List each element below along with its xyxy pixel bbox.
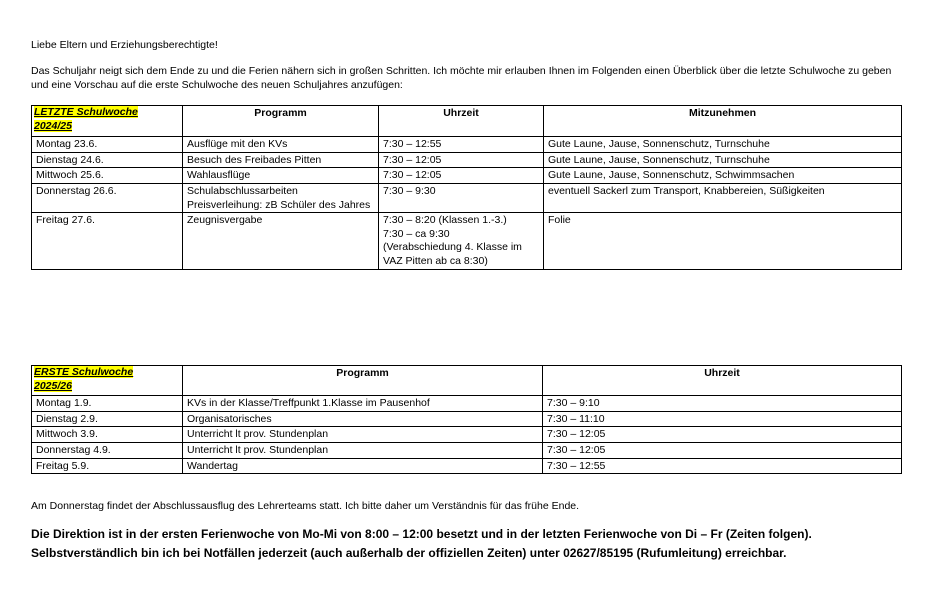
day-cell: Dienstag 2.9. [32,411,183,427]
program-cell: Besuch des Freibades Pitten [183,152,379,168]
week-label-year: 2025/26 [34,379,72,392]
table-row [32,458,902,474]
time-cell: 7:30 – 12:55 [543,458,902,474]
bring-cell: Gute Laune, Jause, Sonnenschutz, Turnschuhe [544,152,902,168]
bring-cell: eventuell Sackerl zum Transport, Knabbereien, Süßigkeiten [544,183,902,212]
table-row [32,213,902,270]
program-cell: Wandertag [183,458,543,474]
time-cell: 7:30 – 12:05 [379,168,544,184]
program-cell: KVs in der Klasse/Treffpunkt 1.Klasse im Pausenhof [183,396,543,412]
footnote: Am Donnerstag findet der Abschlussausflug des Lehrerteams statt. Ich bitte daher um Verständnis für das frühe Ende. [31,500,580,512]
header-uhrzeit: Uhrzeit [379,106,544,137]
week-label-year: 2024/25 [34,119,72,132]
first-week-table [31,365,902,474]
day-cell: Mittwoch 3.9. [32,427,183,443]
time-cell: 7:30 – 12:55 [379,137,544,153]
week-label-title: LETZTE Schulwoche [34,106,138,118]
week-label-cell [32,106,183,137]
week-label-title: ERSTE Schulwoche [34,366,134,378]
table-header-row [32,106,902,137]
time-cell: 7:30 – 9:10 [543,396,902,412]
time-cell [379,213,544,270]
bring-cell: Folie [544,213,902,270]
program-cell: Zeugnisvergabe [183,213,379,270]
time-cell: 7:30 – 12:05 [543,442,902,458]
direktion-line: Selbstverständlich bin ich bei Notfällen jederzeit (auch außerhalb der offiziellen Zeiten) unter 02627/85195 (Rufumleitung) erreichbar. [31,546,787,561]
week-label-cell [32,366,183,396]
table-row [32,396,902,412]
table-header-row [32,366,902,396]
table-row [32,137,902,153]
program-cell: Wahlausflüge [183,168,379,184]
table-row [32,183,902,212]
day-cell: Freitag 27.6. [32,213,183,270]
bring-cell: Gute Laune, Jause, Sonnenschutz, Turnschuhe [544,137,902,153]
program-line: Preisverleihung: zB Schüler des Jahres [187,198,371,211]
program-cell [183,183,379,212]
day-cell: Dienstag 24.6. [32,152,183,168]
day-cell: Mittwoch 25.6. [32,168,183,184]
bring-cell: Gute Laune, Jause, Sonnenschutz, Schwimmsachen [544,168,902,184]
program-cell: Unterricht lt prov. Stundenplan [183,442,543,458]
header-mitzunehmen: Mitzunehmen [544,106,902,137]
day-cell: Donnerstag 26.6. [32,183,183,212]
header-programm: Programm [183,106,379,137]
header-programm: Programm [183,366,543,396]
day-cell: Montag 23.6. [32,137,183,153]
program-cell: Unterricht lt prov. Stundenplan [183,427,543,443]
time-line: (Verabschiedung 4. Klasse im VAZ Pitten ab ca 8:30) [383,241,522,268]
time-cell: 7:30 – 11:10 [543,411,902,427]
table-row [32,152,902,168]
intro-paragraph: Das Schuljahr neigt sich dem Ende zu und die Ferien nähern sich in großen Schritten. Ich möchte mir erlauben Ihnen im Folgenden einen Überblick über die letzte Schulwoche zu geben und eine Vorschau auf die erste Schulwoche des neuen Schuljahres anzufügen: [31,65,892,91]
time-cell: 7:30 – 9:30 [379,183,544,212]
table-row [32,411,902,427]
time-cell: 7:30 – 12:05 [543,427,902,443]
program-line: Schulabschlussarbeiten [187,184,298,197]
table-row [32,427,902,443]
time-cell: 7:30 – 12:05 [379,152,544,168]
time-line: 7:30 – 8:20 (Klassen 1.-3.) [383,214,507,227]
last-week-table [31,105,902,270]
day-cell: Montag 1.9. [32,396,183,412]
day-cell: Freitag 5.9. [32,458,183,474]
time-line: 7:30 – ca 9:30 [383,227,450,240]
program-cell: Organisatorisches [183,411,543,427]
greeting: Liebe Eltern und Erziehungsberechtigte! [31,39,218,51]
header-uhrzeit: Uhrzeit [543,366,902,396]
direktion-notice [31,525,911,563]
table-row [32,168,902,184]
direktion-line: Die Direktion ist in der ersten Ferienwoche von Mo-Mi von 8:00 – 12:00 besetzt und in der letzten Ferienwoche von Di – Fr (Zeiten folgen). [31,527,812,541]
program-cell: Ausflüge mit den KVs [183,137,379,153]
table-row [32,442,902,458]
day-cell: Donnerstag 4.9. [32,442,183,458]
